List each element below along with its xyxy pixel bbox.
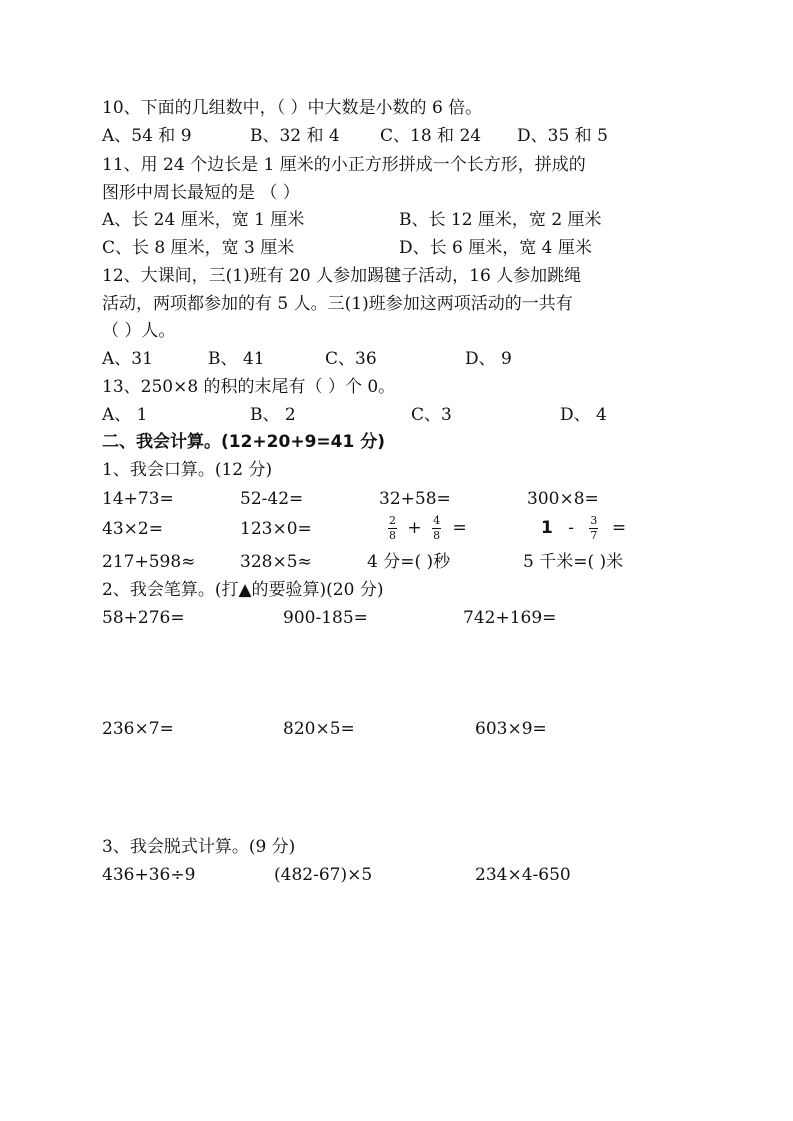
question-13-option-b: B、 2 <box>250 405 296 425</box>
question-13-stem: 13、250×8 的积的末尾有（ ）个 0。 <box>102 377 396 397</box>
written-calc-item: 820×5= <box>283 719 355 739</box>
fraction-numerator: 2 <box>389 514 396 527</box>
part-3-title: 3、我会脱式计算。(9 分) <box>102 837 296 857</box>
equals-sign: = <box>452 518 467 538</box>
section-2-title: 二、我会计算。(12+20+9=41 分) <box>102 432 385 452</box>
fraction-numerator: 3 <box>590 514 598 527</box>
question-11-option-d: D、长 6 厘米，宽 4 厘米 <box>399 238 592 258</box>
question-11-option-c: C、长 8 厘米，宽 3 厘米 <box>102 238 295 258</box>
step-calc-item: 436+36÷9 <box>102 865 196 885</box>
fraction-addition-expression <box>386 509 467 547</box>
oral-calc-item: 328×5≈ <box>240 552 312 572</box>
question-10-option-d: D、35 和 5 <box>517 126 608 146</box>
oral-calc-item: 5 千米=( )米 <box>523 552 624 572</box>
written-calc-item: 58+276= <box>102 608 185 628</box>
question-11-option-a: A、长 24 厘米，宽 1 厘米 <box>102 210 305 230</box>
oral-calc-item: 300×8= <box>527 489 599 509</box>
written-calc-item: 603×9= <box>475 719 547 739</box>
fraction-subtraction-expression <box>541 509 626 547</box>
question-12-stem-line2: 活动，两项都参加的有 5 人。三(1)班参加这两项活动的一共有 <box>102 294 573 314</box>
part-2-title: 2、我会笔算。(打▲的要验算)(20 分) <box>102 580 384 600</box>
equals-sign: = <box>611 518 627 538</box>
fraction-numerator: 4 <box>433 514 441 527</box>
oral-calc-item: 32+58= <box>379 489 451 509</box>
fraction-two-eighths <box>388 515 397 542</box>
fraction-three-sevenths <box>589 515 598 542</box>
question-13-option-c: C、3 <box>411 405 452 425</box>
question-13-option-d: D、 4 <box>560 405 607 425</box>
question-10-option-b: B、32 和 4 <box>250 126 340 146</box>
question-12-option-a: A、31 <box>102 349 153 369</box>
question-10-stem: 10、下面的几组数中，（ ）中大数是小数的 6 倍。 <box>102 98 483 118</box>
oral-calc-item: 4 分=( )秒 <box>367 552 451 572</box>
question-10-option-a: A、54 和 9 <box>102 126 192 146</box>
question-12-stem-line3: （ ）人。 <box>102 321 176 341</box>
question-12-option-b: B、 41 <box>208 349 265 369</box>
oral-calc-item: 43×2= <box>102 519 163 539</box>
minus-sign: - <box>568 518 574 538</box>
step-calc-item: (482-67)×5 <box>274 865 373 885</box>
question-13-option-a: A、 1 <box>102 405 148 425</box>
written-calc-item: 742+169= <box>463 608 557 628</box>
part-1-title: 1、我会口算。(12 分) <box>102 460 273 480</box>
fraction-denominator: 7 <box>590 529 598 542</box>
fraction-denominator: 8 <box>433 529 441 542</box>
question-12-option-d: D、 9 <box>465 349 512 369</box>
plus-sign: + <box>407 518 422 538</box>
question-11-stem-line1: 11、用 24 个边长是 1 厘米的小正方形拼成一个长方形，拼成的 <box>102 155 586 175</box>
written-calc-item: 236×7= <box>102 719 174 739</box>
oral-calc-item: 52-42= <box>240 489 304 509</box>
question-11-stem-line2: 图形中周长最短的是 （ ） <box>102 183 300 203</box>
whole-number-one: 1 <box>541 518 553 538</box>
oral-calc-item: 123×0= <box>240 519 312 539</box>
fraction-four-eighths <box>432 515 441 542</box>
question-11-option-b: B、长 12 厘米，宽 2 厘米 <box>399 210 602 230</box>
step-calc-item: 234×4-650 <box>475 865 571 885</box>
oral-calc-item: 14+73= <box>102 489 174 509</box>
fraction-denominator: 8 <box>389 529 396 542</box>
written-calc-item: 900-185= <box>283 608 368 628</box>
question-10-option-c: C、18 和 24 <box>380 126 482 146</box>
question-12-option-c: C、36 <box>325 349 377 369</box>
question-12-stem-line1: 12、大课间，三(1)班有 20 人参加踢毽子活动，16 人参加跳绳 <box>102 266 582 286</box>
oral-calc-item: 217+598≈ <box>102 552 196 572</box>
